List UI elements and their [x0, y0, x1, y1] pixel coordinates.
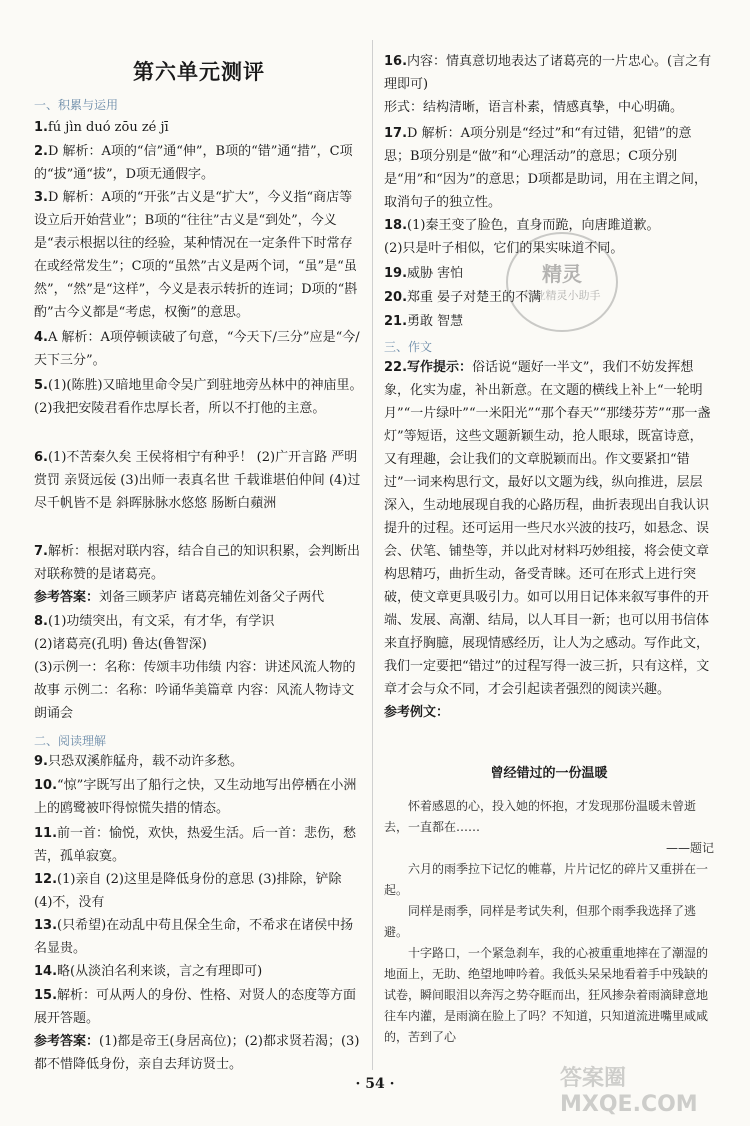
column-divider [372, 40, 373, 1070]
answer-item-21: 21.勇敢 智慧 [384, 314, 464, 329]
page-number: · 54 · [355, 1076, 395, 1092]
section-heading-2: 二、阅读理解 [34, 734, 107, 748]
essay-paragraph: 六月的雨季拉下记忆的帷幕，片片记忆的碎片又重拼在一起。 [384, 862, 709, 897]
answer-item-5: 5.(1)(陈胜)又暗地里命令吴广到驻地旁丛林中的神庙里。 (2)我把安陵君看作忠厚长者，所以不打他的主意。 [34, 378, 363, 416]
section-heading-1: 一、积累与运用 [34, 98, 119, 112]
answer-item-9: 9.只恐双溪舴艋舟，载不动许多愁。 [34, 754, 243, 769]
answer-item-10: 10.“惊”字既写出了船行之快，又生动地写出停栖在小洲上的鸥鹭被吓得惊慌失措的情态。 [34, 778, 357, 816]
answer-item-7: 7.解析：根据对联内容，结合自己的知识积累，会判断出对联称赞的是诸葛亮。 参考答案：刘备三顾茅庐 诸葛亮辅佐刘备父子两代 [34, 544, 360, 605]
essay-body [384, 796, 714, 1048]
answer-item-15: 15.解析：可从两人的身份、性格、对贤人的态度等方面展开答题。 参考答案：(1)都是帝王(身居高位)；(2)都求贤若渴；(3)都不惜降低身份，亲自去拜访贤士。 [34, 988, 360, 1072]
answer-item-6: 6.(1)不苦秦久矣 王侯将相宁有种乎！ (2)广开言路 严明赏罚 亲贤远佞 (3)出师一表真名世 千载谁堪伯仲间 (4)过尽千帆皆不是 斜晖脉脉水悠悠 肠断白蘋洲 [34, 450, 361, 511]
essay-epigraph-sign: ——题记 [665, 841, 714, 855]
answer-item-3: 3.D 解析：A项的“开张”古义是“扩大”，今义指“商店等设立后开始营业”；B项的“往往”古义是“到处”，今义是“表示根据以往的经验，某种情况在一定条件下时常存在或经常发生”；C项的“虽然”古义是两个词，“虽”是“虽然”，“然”是“这样”，今义是表示转折的连词；D项的“斟酌”古今义都是“考虑，权衡”的意思。 [34, 190, 358, 320]
answer-item-11: 11.前一首：愉悦，欢快，热爱生活。后一首：悲伤，愁苦，孤单寂寞。 [34, 826, 357, 864]
essay-epigraph: 怀着感恩的心，投入她的怀抱，才发现那份温暖未曾逝去，一直都在…… [384, 799, 697, 834]
section-heading-3: 三、作文 [384, 340, 433, 354]
answer-item-18: 18.(1)秦王变了脸色，直身而跪，向唐雎道歉。 (2)只是叶子相似，它们的果实味道不同。 [384, 218, 660, 256]
answer-item-20: 20.郑重 晏子对楚王的不满 [384, 290, 542, 305]
answer-item-1: 1.fú jìn duó zōu zé jī [34, 120, 169, 135]
answer-item-17: 17.D 解析：A项分别是“经过”和“有过错，犯错”的意思；B项分别是“做”和“心理活动”的意思；C项分别是“用”和“因为”的意思；D项都是助词，用在主谓之间，取消句子的独立性。 [384, 126, 708, 210]
answer-item-12: 12.(1)亲自 (2)这里是降低身份的意思 (3)排除，铲除 (4)不，没有 [34, 872, 342, 910]
watermark-logo: 答案圈 MXQE.COM [560, 1066, 698, 1117]
essay-paragraph: 十字路口，一个紧急刹车，我的心被重重地摔在了潮湿的地面上，无助、绝望地呻吟着。我低头呆呆地看着手中残缺的试卷，瞬间眼泪以奔泻之势夺眶而出，狂风掺杂着雨滴肆意地往车内灌，是雨滴在脸上了吗？不知道，只知道流进嘴里咸咸的，苦到了心 [384, 946, 709, 1044]
page-title: 第六单元测评 [133, 59, 265, 84]
stamp-logo: 精灵 作业精灵小助手 [506, 232, 618, 332]
answer-item-2: 2.D 解析：A项的“信”通“伸”，B项的“错”通“措”，C项的“拔”通“拔”，D项无通假字。 [34, 144, 353, 182]
essay-title: 曾经错过的一份温暖 [490, 766, 608, 781]
answer-item-14: 14.略(从淡泊名利来谈，言之有理即可) [34, 964, 263, 979]
essay-paragraph: 同样是雨季，同样是考试失利，但那个雨季我选择了逃避。 [384, 904, 697, 939]
answer-item-8: 8.(1)功绩突出，有文采，有才华，有学识 (2)诸葛亮(孔明) 鲁达(鲁智深) (3)示例一：名称：传颂丰功伟绩 内容：讲述风流人物的故事 示例二：名称：吟诵华美篇章 内容：风流人物诗文朗诵会 [34, 614, 356, 721]
answer-item-22: 22.写作提示：俗话说“题好一半文”，我们不妨发挥想象，化实为虚，补出新意。在文题的横线上补上“一轮明月”“一片绿叶”“一米阳光”“那个春天”“那缕芬芳”“那一盏灯”等短语，这些文题新颖生动，抢人眼球，既富诗意，又有理趣，会让我们的文章脱颖而出。作文要紧扣“错过”一词来构思行文，最好以文题为线，纵向推进，层层深入，生动地展现自我的心路历程，曲折表现出自我认识提升的过程。还可运用一些尺水兴波的技巧，如悬念、误会、伏笔、铺垫等，并以此对材料巧妙组接，将会使文章构思精巧，曲折生动，备受青睐。还可在形式上进行突破，使文章更具吸引力。如可以用日记体来叙写事件的开端、发展、高潮、结局，以人耳目一新；也可以用书信体来直抒胸臆，展现情感经历，让人为之感动。写作此文，我们一定要把“错过”的过程写得一波三折，只有这样，文章才会与众不同，才会引起读者强烈的阅读兴趣。 参考例文： [384, 360, 711, 720]
answer-item-19: 19.威胁 害怕 [384, 266, 464, 281]
answer-item-16: 16.内容：情真意切地表达了诸葛亮的一片忠心。(言之有理即可) 形式：结构清晰，语言朴素，情感真挚，中心明确。 [384, 54, 712, 115]
answer-item-4: 4.A 解析：A项停顿读破了句意，“今天下/三分”应是“今/天下三分”。 [34, 330, 360, 368]
answer-item-13: 13.(只希望)在动乱中苟且保全生命，不希求在诸侯中扬名显贵。 [34, 918, 354, 956]
